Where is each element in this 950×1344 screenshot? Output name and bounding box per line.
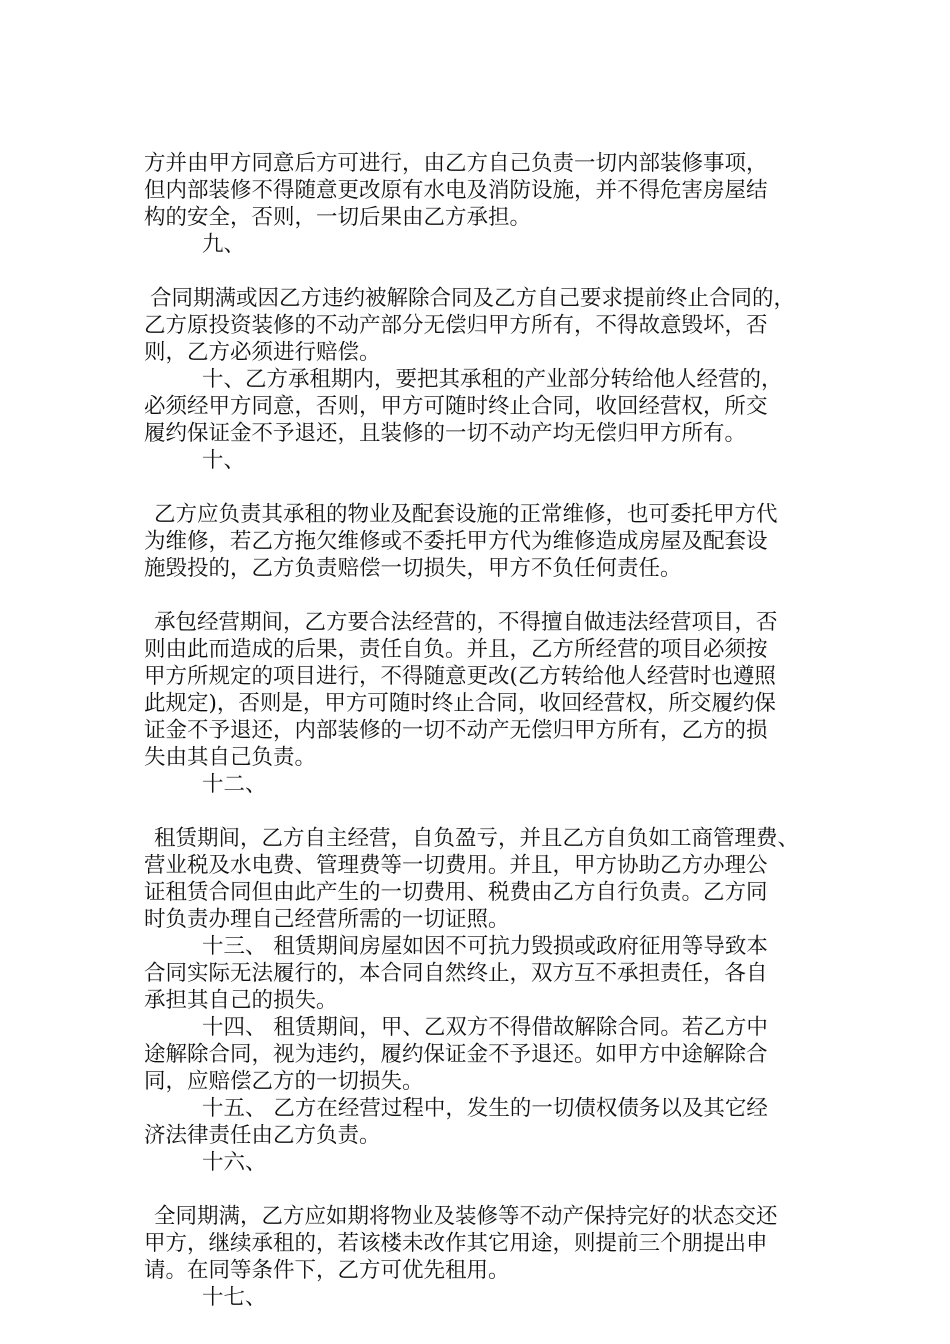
text-line: 但内部装修不得随意更改原有水电及消防设施，并不得危害房屋结 <box>144 178 768 203</box>
text-line: 十五、 乙方在经营过程中，发生的一切债权债务以及其它经 <box>202 1096 768 1121</box>
text-line: 此规定)，否则是，甲方可随时终止合同，收回经营权，所交履约保 <box>144 691 776 716</box>
text-line: 十、乙方承租期内，要把其承租的产业部分转给他人经营的， <box>202 367 783 392</box>
section-number: 九、 <box>202 232 246 257</box>
text-line: 为维修，若乙方拖欠维修或不委托甲方代为维修造成房屋及配套设 <box>144 529 768 554</box>
text-line: 构的安全，否则，一切后果由乙方承担。 <box>144 205 532 230</box>
text-line: 施毁投的，乙方负责赔偿一切损失，甲方不负任何责任。 <box>144 556 682 581</box>
text-line: 承担其自己的损失。 <box>144 988 338 1013</box>
text-line: 乙方应负责其承租的物业及配套设施的正常维修，也可委托甲方代 <box>154 502 778 527</box>
text-line: 时负责办理自己经营所需的一切证照。 <box>144 907 510 932</box>
section-number: 十六、 <box>202 1150 267 1175</box>
text-line: 请。在同等条件下，乙方可优先租用。 <box>144 1258 510 1283</box>
text-line: 则，乙方必须进行赔偿。 <box>144 340 381 365</box>
text-line: 济法律责任由乙方负责。 <box>144 1123 381 1148</box>
text-line: 同，应赔偿乙方的一切损失。 <box>144 1069 424 1094</box>
text-line: 则由此而造成的后果，责任自负。并且，乙方所经营的项目必须按 <box>144 637 768 662</box>
text-line: 合同期满或因乙方违约被解除合同及乙方自己要求提前终止合同的， <box>150 286 796 311</box>
text-line: 履约保证金不予退还，且装修的一切不动产均无偿归甲方所有。 <box>144 421 747 446</box>
text-line: 甲方，继续承租的，若该楼未改作其它用途，则提前三个朋提出申 <box>144 1231 768 1256</box>
section-number: 十、 <box>202 448 246 473</box>
text-line: 乙方原投资装修的不动产部分无偿归甲方所有，不得故意毁坏，否 <box>144 313 768 338</box>
text-line: 十四、 租赁期间，甲、乙双方不得借故解除合同。若乙方中 <box>202 1015 768 1040</box>
text-line: 证金不予退还，内部装修的一切不动产无偿归甲方所有，乙方的损 <box>144 718 768 743</box>
section-number: 十二、 <box>202 772 267 797</box>
text-line: 失由其自己负责。 <box>144 745 317 770</box>
text-line: 证租赁合同但由此产生的一切费用、税费由乙方自行负责。乙方同 <box>144 880 768 905</box>
text-line: 全同期满，乙方应如期将物业及装修等不动产保持完好的状态交还 <box>154 1204 778 1229</box>
text-line: 甲方所规定的项目进行，不得随意更改(乙方转给他人经营时也遵照 <box>144 664 776 689</box>
text-line: 方并由甲方同意后方可进行，由乙方自己负责一切内部装修事项， <box>144 151 768 176</box>
text-line: 营业税及水电费、管理费等一切费用。并且，甲方协助乙方办理公 <box>144 853 768 878</box>
section-number: 十七、 <box>202 1285 267 1310</box>
text-line: 租赁期间，乙方自主经营，自负盈亏，并且乙方自负如工商管理费、 <box>154 826 800 851</box>
text-line: 合同实际无法履行的，本合同自然终止，双方互不承担责任，各自 <box>144 961 768 986</box>
text-line: 必须经甲方同意，否则，甲方可随时终止合同，收回经营权，所交 <box>144 394 768 419</box>
text-line: 承包经营期间，乙方要合法经营的，不得擅自做违法经营项目，否 <box>154 610 778 635</box>
text-line: 途解除合同，视为违约，履约保证金不予退还。如甲方中途解除合 <box>144 1042 768 1067</box>
text-line: 十三、 租赁期间房屋如因不可抗力毁损或政府征用等导致本 <box>202 934 768 959</box>
